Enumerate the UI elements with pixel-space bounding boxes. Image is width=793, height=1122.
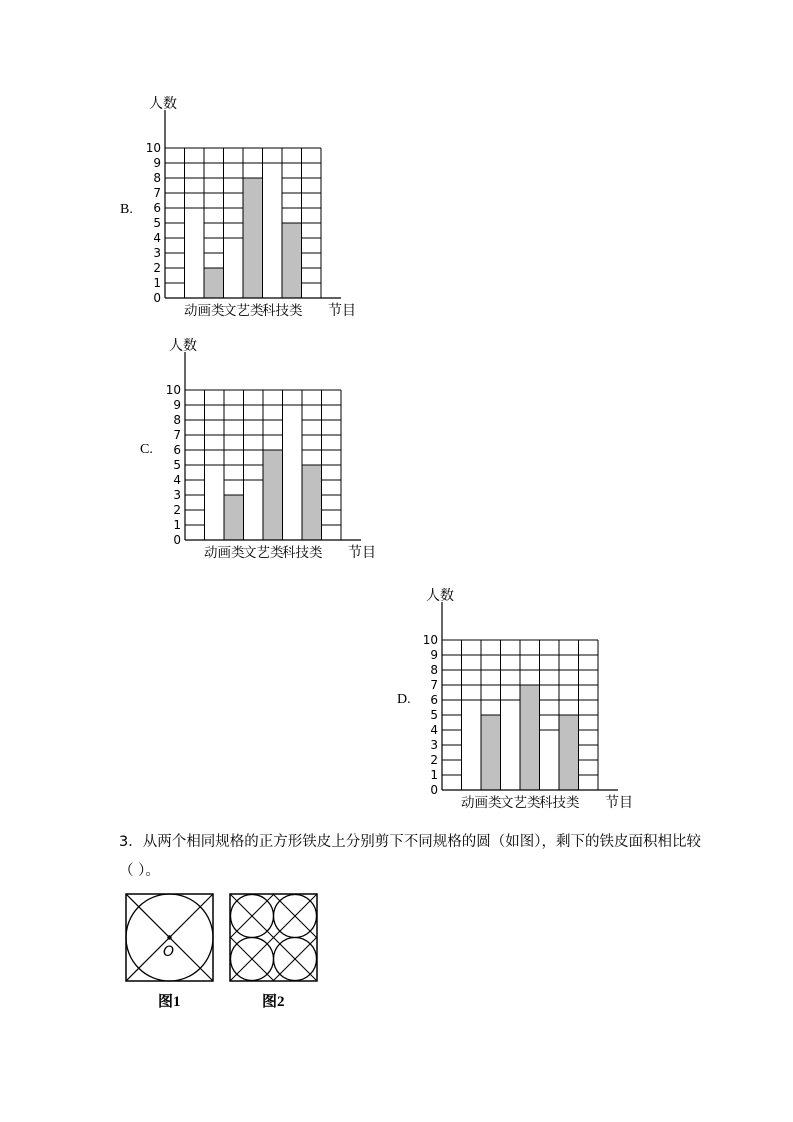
x-tick-label: 文艺类 <box>500 795 541 811</box>
y-tick-label: 9 <box>173 398 181 412</box>
y-axis-label: 人数 <box>426 588 454 604</box>
bar-2 <box>263 450 283 540</box>
blank-column <box>185 208 204 298</box>
y-tick-label: 8 <box>173 413 181 427</box>
x-tick-label: 文艺类 <box>223 303 264 319</box>
figure-2-four-circles <box>229 893 319 983</box>
question-3-text: 3．从两个相同规格的正方形铁皮上分别剪下不同规格的圆（如图），剩下的铁皮面积相比较 <box>119 834 701 850</box>
bar-chart-c <box>140 332 410 562</box>
x-axis-label: 节目 <box>605 795 633 811</box>
chart-option-c <box>140 332 410 562</box>
option-c-label: C. <box>140 442 153 457</box>
y-tick-label: 6 <box>173 443 181 457</box>
x-tick-label: 动画类 <box>461 795 502 811</box>
figure-2 <box>229 893 319 987</box>
y-tick-label: 6 <box>430 693 438 707</box>
y-tick-label: 1 <box>153 276 161 290</box>
x-tick-label: 科技类 <box>539 795 580 811</box>
y-tick-label: 7 <box>430 678 438 692</box>
bar-1 <box>224 495 244 540</box>
y-tick-label: 0 <box>153 291 161 305</box>
chart-option-d <box>397 582 667 812</box>
y-tick-label: 2 <box>430 753 438 767</box>
center-o-label: O <box>163 944 175 960</box>
y-tick-label: 7 <box>153 186 161 200</box>
blank-column <box>462 700 481 790</box>
y-tick-label: 8 <box>430 663 438 677</box>
x-tick-label: 科技类 <box>262 303 303 319</box>
y-tick-label: 4 <box>430 723 438 737</box>
question-3-answer-blank: （ ）。 <box>119 863 160 879</box>
x-axis-label: 节目 <box>328 303 356 319</box>
y-tick-label: 10 <box>422 633 438 647</box>
bar-2 <box>520 685 540 790</box>
figure-1-caption: 图1 <box>158 994 181 1010</box>
y-tick-label: 9 <box>430 648 438 662</box>
blank-column <box>540 730 559 790</box>
y-axis-label: 人数 <box>169 338 197 354</box>
y-tick-label: 10 <box>145 141 161 155</box>
y-tick-label: 3 <box>430 738 438 752</box>
y-tick-label: 8 <box>153 171 161 185</box>
blank-column <box>224 238 243 298</box>
y-tick-label: 10 <box>165 383 181 397</box>
y-tick-label: 6 <box>153 201 161 215</box>
blank-column <box>501 700 520 790</box>
bar-2 <box>243 178 263 298</box>
bar-3 <box>559 715 579 790</box>
figure-2-caption: 图2 <box>262 994 285 1010</box>
y-tick-label: 3 <box>153 246 161 260</box>
y-tick-label: 7 <box>173 428 181 442</box>
x-tick-label: 文艺类 <box>243 545 284 561</box>
question-3 <box>119 832 701 881</box>
figure-1 <box>125 893 215 987</box>
chart-option-b <box>120 90 390 320</box>
bar-1 <box>204 268 224 298</box>
y-tick-label: 2 <box>173 503 181 517</box>
y-tick-label: 5 <box>173 458 181 472</box>
bar-1 <box>481 715 501 790</box>
figure-1-square-circle <box>125 893 215 983</box>
bar-3 <box>302 465 322 540</box>
y-tick-label: 0 <box>173 533 181 547</box>
y-tick-label: 2 <box>153 261 161 275</box>
blank-column <box>263 163 282 298</box>
x-tick-label: 动画类 <box>204 545 245 561</box>
y-tick-label: 4 <box>173 473 181 487</box>
y-axis-label: 人数 <box>149 96 177 112</box>
y-tick-label: 0 <box>430 783 438 797</box>
option-b-label: B. <box>120 202 133 217</box>
y-tick-label: 4 <box>153 231 161 245</box>
x-tick-label: 科技类 <box>282 545 323 561</box>
blank-column <box>205 465 224 540</box>
y-tick-label: 3 <box>173 488 181 502</box>
blank-column <box>283 405 302 540</box>
y-tick-label: 1 <box>173 518 181 532</box>
x-axis-label: 节目 <box>348 545 376 561</box>
bar-chart-b <box>120 90 390 320</box>
y-tick-label: 1 <box>430 768 438 782</box>
bar-chart-d <box>397 582 667 812</box>
y-tick-label: 5 <box>153 216 161 230</box>
y-tick-label: 9 <box>153 156 161 170</box>
bar-3 <box>282 223 302 298</box>
y-tick-label: 5 <box>430 708 438 722</box>
x-tick-label: 动画类 <box>184 303 225 319</box>
option-d-label: D. <box>397 692 411 707</box>
blank-column <box>244 480 263 540</box>
